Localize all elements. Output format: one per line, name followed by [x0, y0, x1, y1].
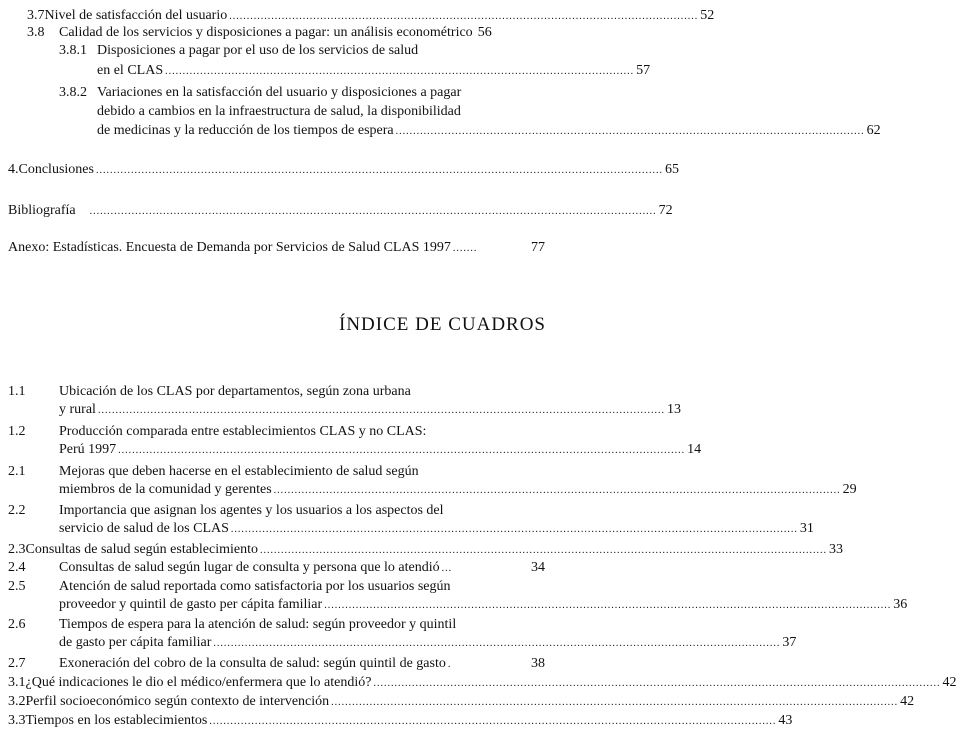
entry-title-line2: proveedor y quintil de gasto per cápita familiar: [59, 597, 323, 612]
entry-number: 2.6: [8, 617, 26, 632]
leader-dots: ..................................................................................................................................................................: [331, 697, 899, 708]
entry-number: 3.8.2: [59, 85, 87, 100]
entry-title: Consultas de salud según lugar de consulta y persona que lo atendió: [59, 560, 440, 575]
toc-entry-3-8-2[interactable]: [59, 84, 881, 139]
entry-title: Calidad de los servicios y disposiciones a pagar: un análisis econométrico: [59, 25, 473, 40]
table-entry-2-4[interactable]: [8, 559, 545, 576]
entry-number: 1.2: [8, 424, 26, 439]
entry-number: 3.7: [27, 8, 45, 23]
table-entry-3-2[interactable]: [8, 693, 915, 710]
page-number: 72: [658, 203, 673, 218]
entry-number: 2.3: [8, 542, 26, 557]
page-number: 42: [942, 675, 956, 690]
leader-dots: .: [447, 659, 452, 670]
toc-entry-conclusiones[interactable]: [8, 161, 679, 178]
entry-number: 2.1: [8, 464, 26, 479]
table-entry-2-2[interactable]: [8, 502, 814, 537]
entry-title-line1: Tiempos de espera para la atención de salud: según proveedor y quintil: [59, 617, 457, 632]
page-number: 65: [664, 162, 679, 177]
entry-number: 2.4: [8, 560, 26, 575]
entry-title-line1: Importancia que asignan los agentes y los usuarios a los aspectos del: [59, 503, 444, 518]
entry-title: Bibliografía: [8, 203, 76, 218]
table-entry-2-7[interactable]: [8, 655, 545, 672]
page-number: 56: [477, 25, 492, 40]
leader-dots: .......: [452, 243, 478, 254]
toc-entry-3-8-1[interactable]: [59, 42, 651, 79]
table-entry-1-2[interactable]: [8, 423, 702, 458]
page-number: 36: [893, 597, 908, 612]
leader-dots: ..................................................................................................................................................................: [273, 485, 841, 496]
table-entry-2-6[interactable]: [8, 616, 797, 651]
toc-entry-3-7[interactable]: [27, 7, 715, 24]
entry-title-line2: Perú 1997: [59, 442, 117, 457]
toc-entry-anexo[interactable]: [8, 239, 545, 256]
entry-title-line2: de gasto per cápita familiar: [59, 635, 212, 650]
leader-dots: ..................................................................................................................................................................: [95, 165, 663, 176]
entry-number: 3.3: [8, 713, 26, 728]
entry-title-line3: de medicinas y la reducción de los tiempos de espera: [97, 123, 394, 138]
leader-dots: ..................................................................................................................................................................: [89, 206, 657, 217]
leader-dots: ......................................................................................................................................: [165, 66, 635, 77]
page-number: 43: [778, 713, 793, 728]
entry-number: 2.7: [8, 656, 26, 671]
entry-title-line1: Atención de salud reportada como satisfactoria por los usuarios según: [59, 579, 451, 594]
page-number: 29: [842, 482, 857, 497]
page-number: 52: [700, 8, 715, 23]
page-number: 37: [782, 635, 797, 650]
entry-number: 3.1: [8, 675, 26, 690]
toc-entry-bibliografia[interactable]: [8, 202, 673, 219]
entry-title-line1: Variaciones en la satisfacción del usuario y disposiciones a pagar: [97, 85, 462, 100]
entry-number: 2.5: [8, 579, 26, 594]
leader-dots: ..................................................................................................................................................................: [118, 445, 686, 456]
page-number: 38: [531, 656, 545, 671]
leader-dots: ..................................................................................................................................................................: [213, 638, 781, 649]
entry-title-line1: Ubicación de los CLAS por departamentos, según zona urbana: [59, 384, 411, 399]
entry-title-line1: Mejoras que deben hacerse en el establecimiento de salud según: [59, 464, 419, 479]
entry-title: Anexo: Estadísticas. Encuesta de Demanda por Servicios de Salud CLAS 1997: [8, 240, 451, 255]
entry-title: ¿Qué indicaciones le dio el médico/enfermera que lo atendió?: [25, 675, 372, 690]
table-entry-3-1[interactable]: [8, 674, 956, 691]
toc-entry-3-8[interactable]: [27, 24, 545, 41]
page-number: 13: [666, 402, 681, 417]
entry-title-line2: servicio de salud de los CLAS: [59, 521, 229, 536]
leader-dots: ...: [441, 563, 453, 574]
index-of-tables-heading: ÍNDICE DE CUADROS: [339, 314, 546, 335]
entry-title: Nivel de satisfacción del usuario: [44, 8, 228, 23]
entry-title-line1: Disposiciones a pagar por el uso de los servicios de salud: [97, 43, 419, 58]
leader-dots: ..................................................................................................................................................................: [209, 716, 777, 727]
entry-title-line2: debido a cambios en la infraestructura de salud, la disponibilidad: [97, 104, 461, 119]
entry-title: Exoneración del cobro de la consulta de salud: según quintil de gasto: [59, 656, 446, 671]
entry-title: Conclusiones: [18, 162, 94, 177]
page-number: 77: [531, 240, 545, 255]
leader-dots: ..................................................................................................................................................................: [324, 600, 892, 611]
entry-title-line2: miembros de la comunidad y gerentes: [59, 482, 272, 497]
leader-dots: ......................................................................................................................................: [395, 126, 865, 137]
entry-title: Tiempos en los establecimientos: [25, 713, 208, 728]
page-number: 62: [866, 123, 881, 138]
page-number: 42: [900, 694, 915, 709]
entry-number: 1.1: [8, 384, 26, 399]
table-entry-2-1[interactable]: [8, 463, 857, 498]
leader-dots: ..................................................................................................................................................................: [373, 678, 941, 689]
entry-number: 3.8.1: [59, 43, 87, 58]
table-entry-2-3[interactable]: [8, 541, 844, 558]
entry-title-line2: y rural: [59, 402, 96, 417]
page-number: 57: [636, 63, 651, 78]
entry-title-line2: en el CLAS: [97, 63, 164, 78]
leader-dots: ......................................................................................................................................: [229, 11, 699, 22]
table-entry-1-1[interactable]: [8, 383, 681, 418]
table-entry-2-5[interactable]: [8, 578, 908, 613]
table-entry-3-3[interactable]: [8, 712, 793, 729]
entry-number: 2.2: [8, 503, 26, 518]
leader-dots: ..................................................................................................................................................................: [97, 405, 665, 416]
page-number: 14: [687, 442, 702, 457]
entry-title: Perfil socioeconómico según contexto de intervención: [25, 694, 330, 709]
entry-number: 3.8: [27, 25, 45, 40]
page-number: 34: [531, 560, 545, 575]
leader-dots: ..................................................................................................................................................................: [260, 545, 828, 556]
entry-title-line1: Producción comparada entre establecimientos CLAS y no CLAS:: [59, 424, 427, 439]
page-number: 33: [829, 542, 844, 557]
entry-title: Consultas de salud según establecimiento: [25, 542, 259, 557]
page-number: 31: [799, 521, 814, 536]
entry-number: 4.: [8, 162, 19, 177]
leader-dots: ..................................................................................................................................................................: [230, 524, 798, 535]
entry-number: 3.2: [8, 694, 26, 709]
